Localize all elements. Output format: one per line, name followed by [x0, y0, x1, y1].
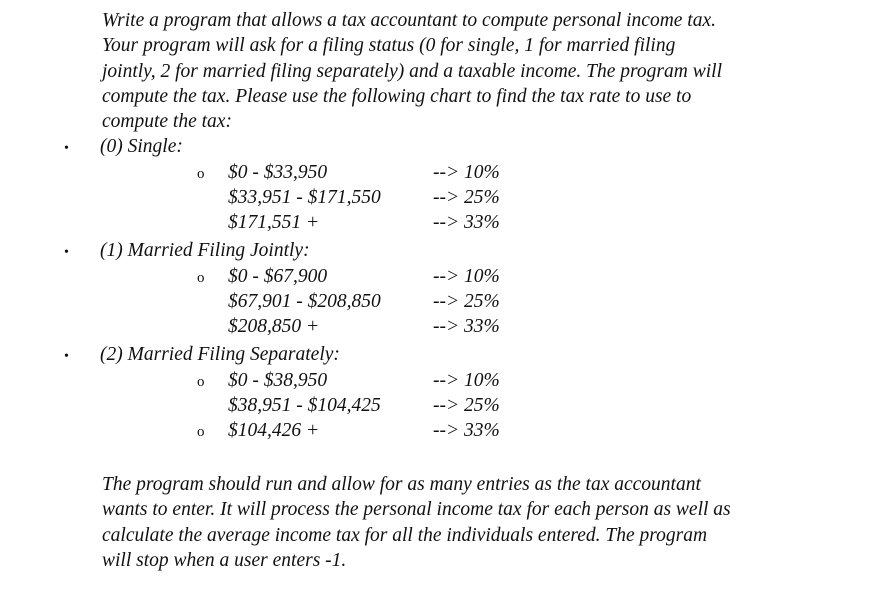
bracket-rate: --> 10% [433, 370, 500, 391]
bracket-rate: --> 33% [433, 316, 500, 337]
bracket-range: $67,901 - $208,850 [228, 291, 381, 312]
bullet-icon: • [64, 141, 69, 156]
sub-bullet-icon: o [197, 424, 205, 440]
bracket-rate: --> 10% [433, 266, 500, 287]
intro-line: compute the tax. Please use the following chart to find the tax rate to use to [102, 85, 692, 107]
bullet-icon: • [64, 245, 69, 260]
bracket-rate: --> 25% [433, 291, 500, 312]
intro-line: compute the tax: [102, 111, 232, 133]
intro-line: jointly, 2 for married filing separately) and a taxable income. The program will [102, 60, 722, 82]
bracket-range: $171,551 + [228, 212, 320, 233]
intro-paragraph [102, 8, 802, 134]
section-heading-married-jointly: (1) Married Filing Jointly: [100, 240, 310, 261]
bracket-range: $0 - $67,900 [228, 266, 328, 287]
bracket-rate: --> 33% [433, 420, 500, 441]
bullet-icon: • [64, 349, 69, 364]
bracket-range: $33,951 - $171,550 [228, 187, 381, 208]
bracket-rate: --> 25% [433, 187, 500, 208]
closing-line: wants to enter. It will process the personal income tax for each person as well as [102, 499, 731, 521]
bracket-range: $0 - $33,950 [228, 162, 328, 183]
bracket-range: $208,850 + [228, 316, 320, 337]
bracket-rate: --> 33% [433, 212, 500, 233]
closing-line: will stop when a user enters -1. [102, 549, 347, 571]
bracket-range: $38,951 - $104,425 [228, 395, 381, 416]
section-heading-single: (0) Single: [100, 136, 183, 157]
intro-line: Your program will ask for a filing status (0 for single, 1 for married filing [102, 35, 676, 57]
sub-bullet-icon: o [197, 166, 205, 182]
closing-line: calculate the average income tax for all the individuals entered. The program [102, 524, 708, 546]
bracket-rate: --> 25% [433, 395, 500, 416]
sub-bullet-icon: o [197, 270, 205, 286]
section-heading-married-separately: (2) Married Filing Separately: [100, 344, 340, 365]
bracket-range: $104,426 + [228, 420, 320, 441]
bracket-rate: --> 10% [433, 162, 500, 183]
bracket-range: $0 - $38,950 [228, 370, 328, 391]
intro-line: Write a program that allows a tax accountant to compute personal income tax. [102, 10, 717, 31]
closing-line: The program should run and allow for as many entries as the tax accountant [102, 474, 701, 495]
sub-bullet-icon: o [197, 374, 205, 390]
closing-paragraph [102, 472, 822, 573]
